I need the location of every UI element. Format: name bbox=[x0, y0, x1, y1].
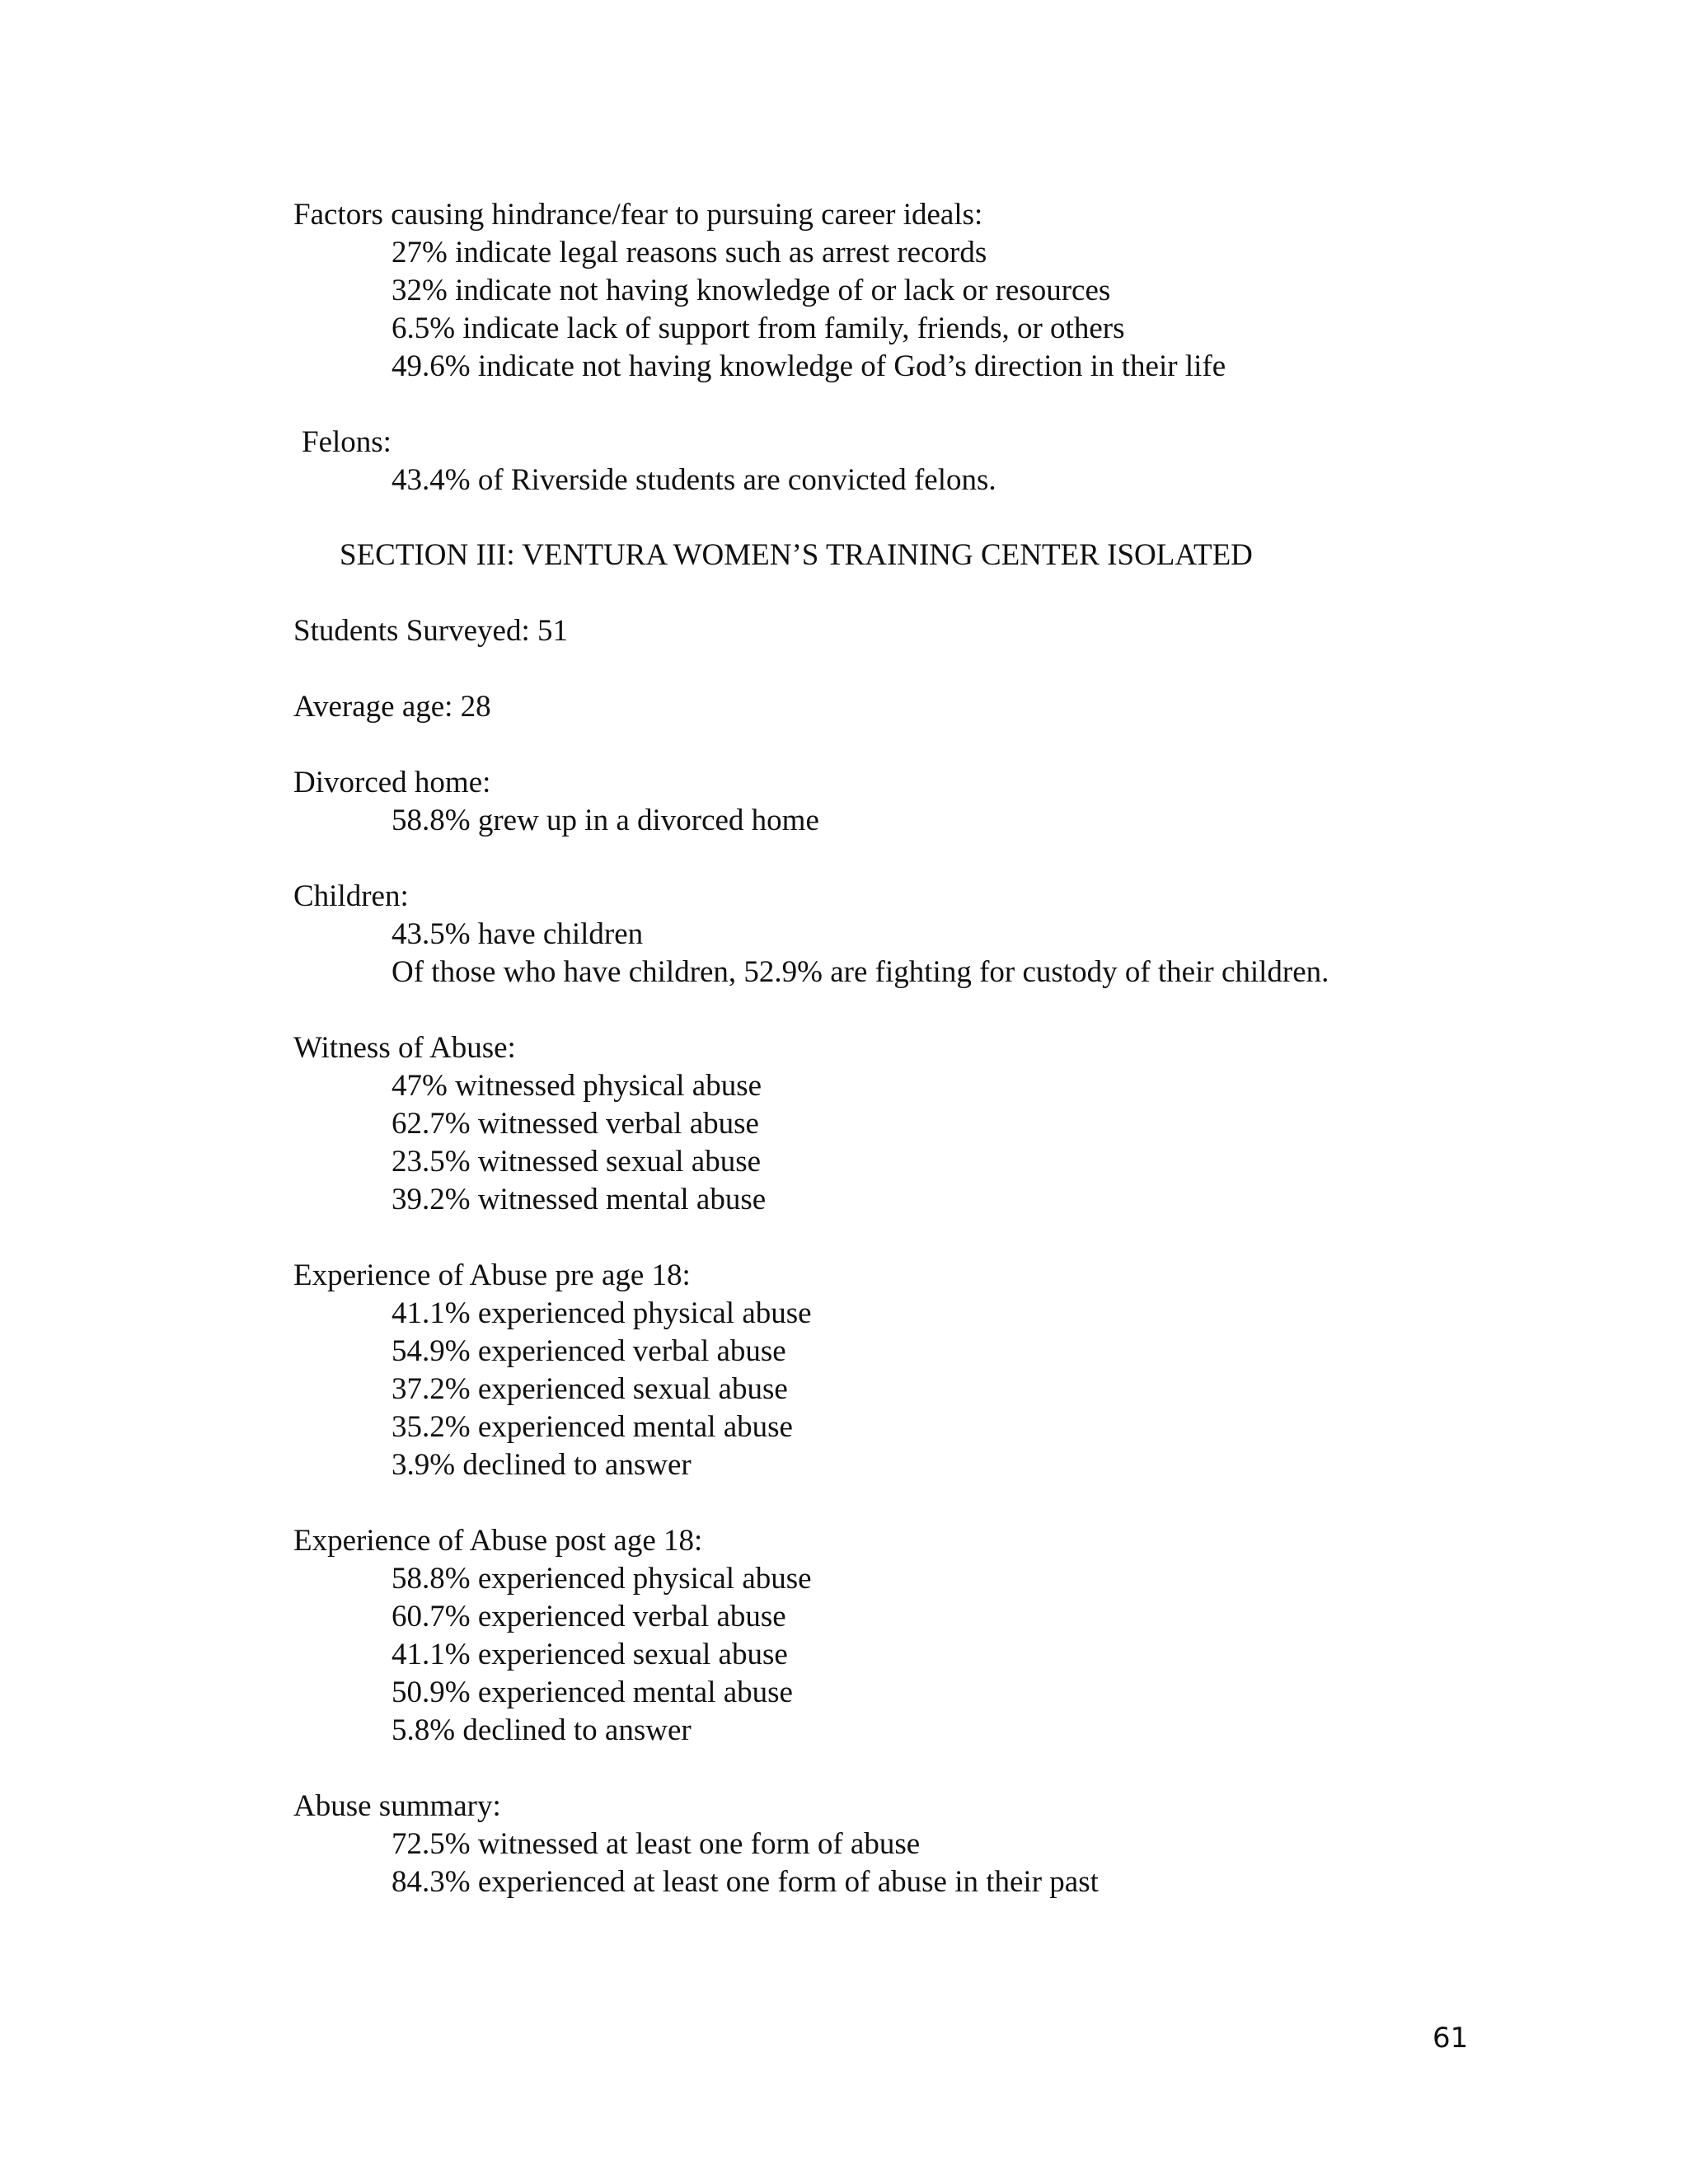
list-item: 32% indicate not having knowledge of or lack or resources bbox=[392, 274, 1111, 307]
list-item: 41.1% experienced physical abuse bbox=[392, 1296, 812, 1330]
abuse-summary-heading: Abuse summary: bbox=[293, 1789, 501, 1823]
list-item: 58.8% grew up in a divorced home bbox=[392, 804, 819, 837]
list-item: 54.9% experienced verbal abuse bbox=[392, 1334, 786, 1368]
witness-abuse-heading: Witness of Abuse: bbox=[293, 1031, 516, 1065]
felons-heading: Felons: bbox=[302, 425, 392, 459]
list-item: 72.5% witnessed at least one form of abuse bbox=[392, 1827, 921, 1861]
abuse-post18-heading: Experience of Abuse post age 18: bbox=[293, 1524, 703, 1558]
list-item: 84.3% experienced at least one form of abuse in their past bbox=[392, 1865, 1099, 1899]
list-item: 3.9% declined to answer bbox=[392, 1448, 692, 1482]
abuse-pre18-heading: Experience of Abuse pre age 18: bbox=[293, 1258, 691, 1292]
list-item: 62.7% witnessed verbal abuse bbox=[392, 1107, 759, 1141]
average-age: Average age: 28 bbox=[293, 690, 491, 724]
list-item: 27% indicate legal reasons such as arrest records bbox=[392, 236, 987, 269]
students-surveyed: Students Surveyed: 51 bbox=[293, 614, 568, 648]
list-item: 43.4% of Riverside students are convicted felons. bbox=[392, 463, 996, 497]
list-item: 50.9% experienced mental abuse bbox=[392, 1675, 793, 1709]
list-item: 5.8% declined to answer bbox=[392, 1713, 692, 1747]
list-item: 41.1% experienced sexual abuse bbox=[392, 1638, 788, 1671]
divorced-home-heading: Divorced home: bbox=[293, 766, 491, 799]
list-item: Of those who have children, 52.9% are fighting for custody of their children. bbox=[392, 955, 1329, 989]
list-item: 49.6% indicate not having knowledge of God’s direction in their life bbox=[392, 349, 1226, 383]
list-item: 39.2% witnessed mental abuse bbox=[392, 1183, 767, 1216]
list-item: 6.5% indicate lack of support from family, friends, or others bbox=[392, 312, 1125, 345]
list-item: 60.7% experienced verbal abuse bbox=[392, 1600, 786, 1633]
list-item: 47% witnessed physical abuse bbox=[392, 1069, 762, 1103]
children-heading: Children: bbox=[293, 879, 409, 913]
list-item: 37.2% experienced sexual abuse bbox=[392, 1372, 788, 1406]
section-title: SECTION III: VENTURA WOMEN’S TRAINING CENTER ISOLATED bbox=[340, 538, 1253, 572]
list-item: 35.2% experienced mental abuse bbox=[392, 1410, 793, 1444]
list-item: 23.5% witnessed sexual abuse bbox=[392, 1145, 762, 1179]
list-item: 58.8% experienced physical abuse bbox=[392, 1562, 812, 1596]
list-item: 43.5% have children bbox=[392, 917, 644, 951]
career-factors-heading: Factors causing hindrance/fear to pursuing career ideals: bbox=[293, 198, 983, 232]
page-number: 61 bbox=[1432, 2022, 1469, 2055]
